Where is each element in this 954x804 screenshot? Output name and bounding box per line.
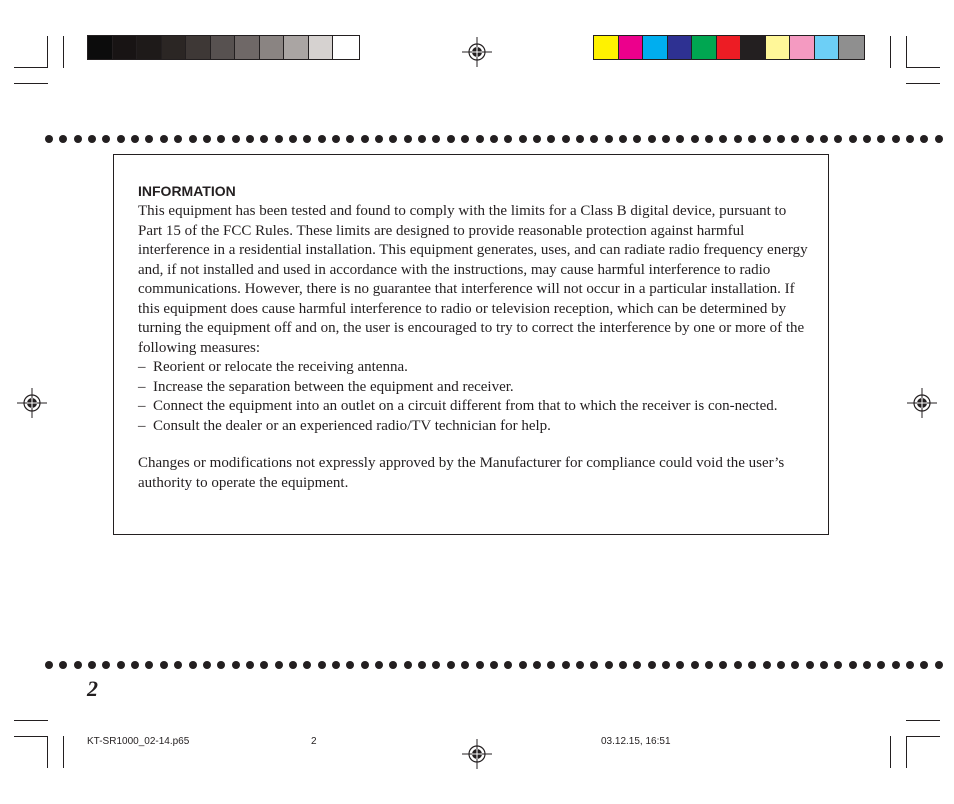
rule-dot [203, 135, 211, 143]
rule-dot [490, 661, 498, 669]
process-color-bar [593, 35, 865, 60]
color-swatch [137, 36, 162, 59]
crop-mark [906, 36, 907, 68]
color-swatch [790, 36, 815, 59]
rule-dot [877, 135, 885, 143]
rule-dot [432, 135, 440, 143]
rule-dot [877, 661, 885, 669]
rule-dot [705, 135, 713, 143]
rule-dot [275, 661, 283, 669]
crop-mark [63, 736, 64, 768]
crop-mark [47, 36, 48, 68]
rule-dot [74, 661, 82, 669]
rule-dot [533, 135, 541, 143]
rule-dot [461, 135, 469, 143]
list-item [138, 358, 810, 378]
rule-dot [389, 135, 397, 143]
list-item [138, 417, 810, 437]
rule-dot [145, 661, 153, 669]
rule-dot [676, 661, 684, 669]
rule-dot [59, 135, 67, 143]
rule-dot [763, 661, 771, 669]
color-swatch [88, 36, 113, 59]
rule-dot [662, 135, 670, 143]
slug-page: 2 [311, 736, 317, 747]
color-swatch [815, 36, 840, 59]
rule-dot [346, 135, 354, 143]
rule-dot [834, 135, 842, 143]
rule-dot [849, 135, 857, 143]
rule-dot [145, 135, 153, 143]
rule-dot [447, 135, 455, 143]
list-dash: – [138, 398, 146, 414]
rule-dot [232, 661, 240, 669]
rule-dot [404, 661, 412, 669]
rule-dot [547, 661, 555, 669]
rule-dot [519, 135, 527, 143]
rule-dot [232, 135, 240, 143]
rule-dot [633, 135, 641, 143]
crop-mark [890, 36, 891, 68]
measure-text: Consult the dealer or an experienced radio/TV technician for help. [153, 417, 551, 434]
color-swatch [717, 36, 742, 59]
list-dash: – [138, 378, 146, 395]
rule-dot [691, 135, 699, 143]
color-swatch [594, 36, 619, 59]
rule-dot [719, 661, 727, 669]
rule-dot [734, 135, 742, 143]
crop-mark [890, 736, 891, 768]
rule-dot [418, 135, 426, 143]
slug-datetime: 03.12.15, 16:51 [601, 736, 671, 747]
rule-dot [289, 135, 297, 143]
rule-dot [189, 135, 197, 143]
rule-dot [633, 661, 641, 669]
rule-dot [476, 135, 484, 143]
color-swatch [260, 36, 285, 59]
crop-mark [906, 67, 940, 68]
rule-dot [590, 135, 598, 143]
rule-dot [892, 661, 900, 669]
rule-dot [935, 661, 943, 669]
rule-dot [504, 661, 512, 669]
rule-dot [117, 135, 125, 143]
rule-dot [935, 135, 943, 143]
registration-mark-icon [462, 739, 492, 769]
notice-body [138, 202, 810, 493]
rule-dot [562, 661, 570, 669]
color-swatch [692, 36, 717, 59]
color-swatch [839, 36, 864, 59]
rule-dot [619, 135, 627, 143]
color-swatch [235, 36, 260, 59]
rule-dot [59, 661, 67, 669]
crop-mark [14, 83, 48, 84]
rule-dot [88, 135, 96, 143]
page-number: 2 [87, 676, 98, 701]
color-swatch [284, 36, 309, 59]
rule-dot [332, 135, 340, 143]
rule-dot [748, 135, 756, 143]
dotted-rule-top [45, 134, 950, 144]
color-swatch [333, 36, 358, 59]
grayscale-color-bar [87, 35, 360, 60]
rule-dot [45, 135, 53, 143]
rule-dot [289, 661, 297, 669]
rule-dot [777, 661, 785, 669]
rule-dot [389, 661, 397, 669]
crop-mark [63, 36, 64, 68]
rule-dot [820, 661, 828, 669]
rule-dot [576, 661, 584, 669]
rule-dot [605, 135, 613, 143]
rule-dot [892, 135, 900, 143]
rule-dot [777, 135, 785, 143]
crop-mark [906, 736, 940, 737]
rule-dot [849, 661, 857, 669]
rule-dot [763, 135, 771, 143]
rule-dot [303, 661, 311, 669]
measure-text: Connect the equipment into an outlet on a circuit different from that to which the receiver is con-nected. [153, 398, 778, 414]
rule-dot [332, 661, 340, 669]
rule-dot [117, 661, 125, 669]
rule-dot [791, 135, 799, 143]
rule-dot [102, 135, 110, 143]
rule-dot [691, 661, 699, 669]
rule-dot [920, 661, 928, 669]
rule-dot [375, 661, 383, 669]
color-swatch [113, 36, 138, 59]
rule-dot [318, 135, 326, 143]
rule-dot [820, 135, 828, 143]
rule-dot [260, 135, 268, 143]
rule-dot [705, 661, 713, 669]
rule-dot [461, 661, 469, 669]
measures-list [138, 358, 810, 436]
rule-dot [217, 661, 225, 669]
color-swatch [741, 36, 766, 59]
registration-mark-icon [907, 388, 937, 418]
dotted-rule-bottom [45, 660, 950, 670]
color-swatch [766, 36, 791, 59]
notice-heading: INFORMATION [138, 183, 236, 199]
rule-dot [246, 135, 254, 143]
rule-dot [432, 661, 440, 669]
rule-dot [619, 661, 627, 669]
rule-dot [590, 661, 598, 669]
rule-dot [648, 135, 656, 143]
crop-mark [906, 83, 940, 84]
rule-dot [131, 661, 139, 669]
rule-dot [519, 661, 527, 669]
crop-mark [906, 736, 907, 768]
color-swatch [309, 36, 334, 59]
rule-dot [791, 661, 799, 669]
measure-text: Reorient or relocate the receiving antenna. [153, 359, 408, 375]
list-item [138, 378, 810, 398]
rule-dot [676, 135, 684, 143]
rule-dot [361, 661, 369, 669]
rule-dot [404, 135, 412, 143]
rule-dot [275, 135, 283, 143]
rule-dot [346, 661, 354, 669]
notice-closing: Changes or modifications not expressly approved by the Manufacturer for compliance could void the user’s authority to operate the equipment. [138, 455, 785, 491]
rule-dot [806, 135, 814, 143]
list-dash: – [138, 417, 146, 434]
list-item [138, 397, 810, 417]
rule-dot [45, 661, 53, 669]
crop-mark [906, 720, 940, 721]
rule-dot [576, 135, 584, 143]
rule-dot [863, 661, 871, 669]
crop-mark [47, 736, 48, 768]
rule-dot [806, 661, 814, 669]
color-swatch [668, 36, 693, 59]
rule-dot [246, 661, 254, 669]
rule-dot [719, 135, 727, 143]
rule-dot [375, 135, 383, 143]
color-swatch [619, 36, 644, 59]
rule-dot [418, 661, 426, 669]
rule-dot [476, 661, 484, 669]
registration-mark-icon [17, 388, 47, 418]
rule-dot [102, 661, 110, 669]
color-swatch [162, 36, 187, 59]
measure-text: Increase the separation between the equipment and receiver. [153, 378, 514, 395]
rule-dot [605, 661, 613, 669]
rule-dot [504, 135, 512, 143]
crop-mark [14, 67, 48, 68]
color-swatch [211, 36, 236, 59]
rule-dot [88, 661, 96, 669]
rule-dot [318, 661, 326, 669]
list-dash: – [138, 359, 146, 375]
slug-filename: KT-SR1000_02-14.p65 [87, 736, 190, 747]
crop-mark [14, 736, 48, 737]
rule-dot [160, 661, 168, 669]
rule-dot [203, 661, 211, 669]
rule-dot [160, 135, 168, 143]
rule-dot [174, 135, 182, 143]
notice-intro: This equipment has been tested and found to comply with the limits for a Class B digital device, pursuant to Part 15 of the FCC Rules. These limits are designed to provide reasonable protection against harmful interference in a residential installation. This equipment generates, uses, and can radiate radio frequency energy and, if not installed and used in accordance with the instructions, may cause harmful interference to radio communications. However, there is no guarantee that interference will not occur in a particular installation. If this equipment does cause harmful interference to radio or television reception, which can be determined by turning the equipment off and on, the user is encouraged to try to correct the interference by one or more of the following measures: [138, 203, 808, 356]
rule-dot [547, 135, 555, 143]
rule-dot [174, 661, 182, 669]
rule-dot [834, 661, 842, 669]
registration-mark-icon [462, 37, 492, 67]
rule-dot [260, 661, 268, 669]
color-swatch [186, 36, 211, 59]
rule-dot [648, 661, 656, 669]
rule-dot [361, 135, 369, 143]
rule-dot [734, 661, 742, 669]
rule-dot [303, 135, 311, 143]
rule-dot [748, 661, 756, 669]
crop-mark [14, 720, 48, 721]
rule-dot [662, 661, 670, 669]
rule-dot [74, 135, 82, 143]
rule-dot [906, 661, 914, 669]
rule-dot [189, 661, 197, 669]
color-swatch [643, 36, 668, 59]
rule-dot [490, 135, 498, 143]
rule-dot [131, 135, 139, 143]
rule-dot [562, 135, 570, 143]
rule-dot [533, 661, 541, 669]
rule-dot [920, 135, 928, 143]
rule-dot [863, 135, 871, 143]
rule-dot [217, 135, 225, 143]
rule-dot [906, 135, 914, 143]
rule-dot [447, 661, 455, 669]
